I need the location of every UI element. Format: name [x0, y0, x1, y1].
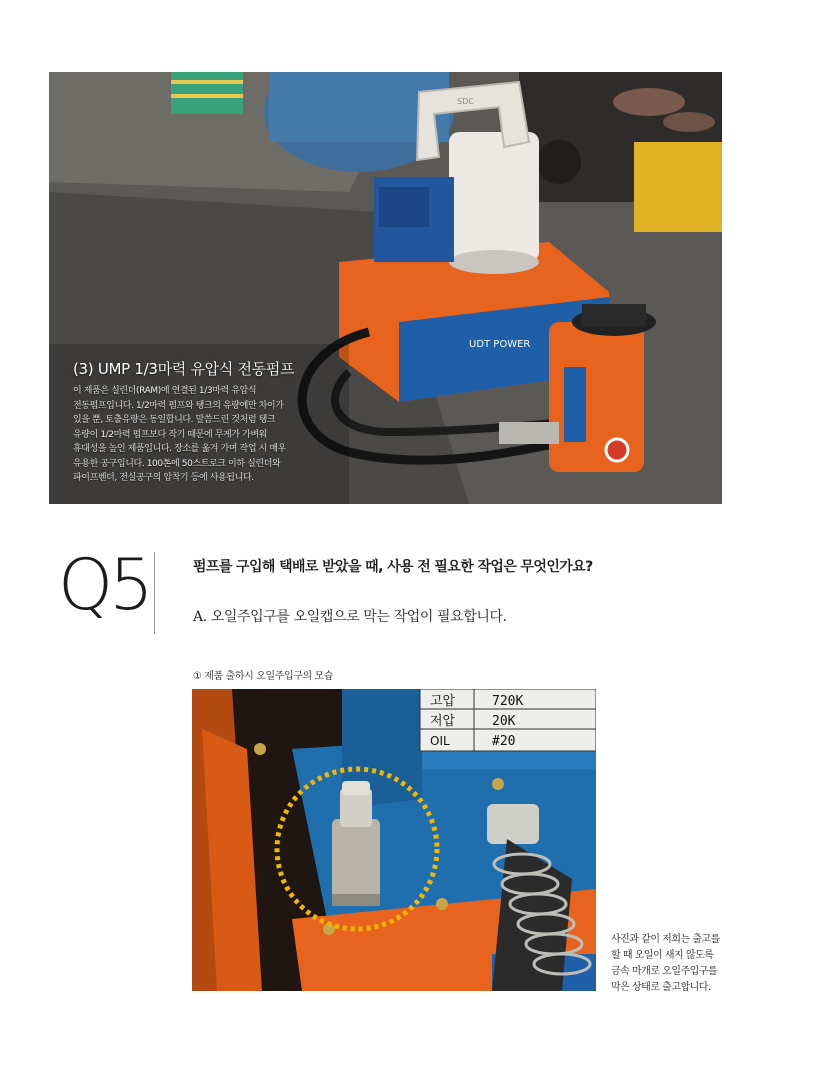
question-number: Q5	[58, 544, 150, 626]
oil-inlet-photo	[192, 689, 596, 991]
pump-brand-label: UDT POWER	[469, 339, 531, 350]
photo-caption-body: 이 제품은 실린더(RAM)에 연결된 1/3마력 유압식 전동펌프입니다. 1/2마력 펌프와 탱크의 유량에만 차이가 있을 뿐, 토출유량은 동일합니다. 말씀드린 것처럼 탱크 유량이 1/2마력 펌프보다 작기 때문에 무게가 가벼워 휴대성을 높인 제품입니다. 장소를 옮겨 가며 작업 시 매우 유용한 공구입니다. 100톤에 50스트로크 이하 실린더와 파이프벤더, 전실공구의 압착기 등에 사용됩니다.	[73, 386, 286, 483]
handle-label: SDC	[457, 97, 474, 106]
spec-label-high: 고압	[430, 694, 456, 709]
question-text: 펌프를 구입해 택배로 받았을 때, 사용 전 필요한 작업은 무엇인가요?	[193, 559, 593, 575]
spec-value-high: 720K	[492, 694, 524, 709]
side-note: 사진과 같이 저희는 출고를 할 때 오일이 새지 않도록 금속 마개로 오일주입구를 막은 상태로 출고합니다.	[611, 934, 720, 993]
figure-caption: ① 제품 출하시 오일주입구의 모습	[193, 671, 334, 682]
spec-label-low: 저압	[430, 714, 456, 729]
photo-caption-title: (3) UMP 1/3마력 유압식 전동펌프	[73, 360, 295, 378]
product-photo-pump	[49, 72, 722, 504]
answer-text: A. 오일주입구를 오일캡으로 막는 작업이 필요합니다.	[193, 609, 507, 625]
oil-inlet-illustration	[192, 689, 596, 991]
question-divider	[154, 552, 155, 634]
spec-value-oil: #20	[492, 734, 516, 749]
spec-label-oil: OIL	[430, 734, 450, 748]
spec-value-low: 20K	[492, 714, 516, 729]
